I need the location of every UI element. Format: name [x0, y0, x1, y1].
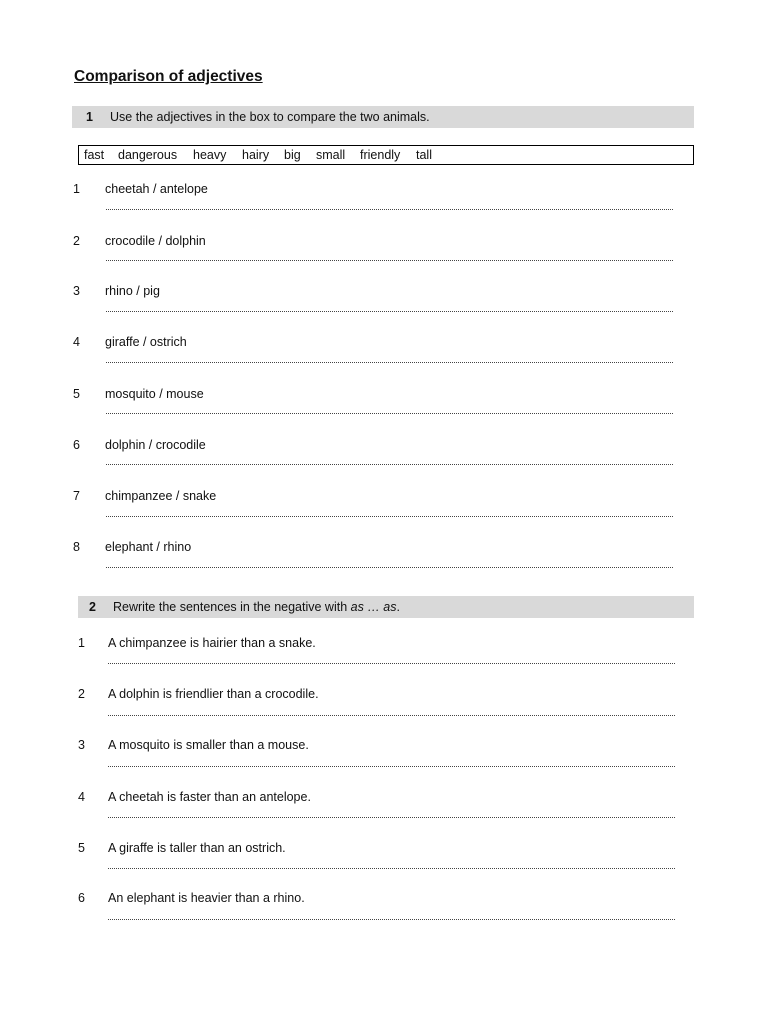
answer-line[interactable] — [106, 464, 673, 465]
item-number: 6 — [73, 438, 80, 452]
answer-line[interactable] — [108, 715, 675, 716]
exercise-2-header — [78, 596, 694, 618]
answer-line[interactable] — [106, 311, 673, 312]
item-text: A cheetah is faster than an antelope. — [108, 790, 311, 804]
item-number: 2 — [73, 234, 80, 248]
item-number: 6 — [78, 891, 85, 905]
answer-line[interactable] — [106, 516, 673, 517]
page-title: Comparison of adjectives — [74, 68, 263, 85]
item-text: A giraffe is taller than an ostrich. — [108, 841, 286, 855]
item-text: cheetah / antelope — [105, 182, 208, 196]
answer-line[interactable] — [106, 260, 673, 261]
item-text: chimpanzee / snake — [105, 489, 217, 503]
word-box-item: fast — [84, 148, 105, 162]
item-number: 1 — [78, 636, 85, 650]
answer-line[interactable] — [108, 766, 675, 767]
item-text: An elephant is heavier than a rhino. — [108, 891, 305, 905]
word-box-item: heavy — [193, 148, 227, 162]
item-number: 7 — [73, 489, 80, 503]
word-box-item: tall — [416, 148, 432, 162]
item-text: A chimpanzee is hairier than a snake. — [108, 636, 316, 650]
word-box-item: big — [284, 148, 301, 162]
item-number: 5 — [78, 841, 85, 855]
exercise-2-number: 2 — [89, 600, 96, 614]
answer-line[interactable] — [106, 209, 673, 210]
word-box-item: friendly — [360, 148, 401, 162]
item-text: rhino / pig — [105, 284, 160, 298]
exercise-1-number: 1 — [86, 110, 93, 124]
word-box-item: hairy — [242, 148, 270, 162]
item-number: 2 — [78, 687, 85, 701]
answer-line[interactable] — [108, 868, 675, 869]
word-box-item: dangerous — [118, 148, 178, 162]
answer-line[interactable] — [108, 919, 675, 920]
item-text: mosquito / mouse — [105, 387, 204, 401]
answer-line[interactable] — [106, 567, 673, 568]
exercise-2-instruction — [113, 600, 400, 614]
answer-line[interactable] — [106, 362, 673, 363]
item-text: A mosquito is smaller than a mouse. — [108, 738, 309, 752]
item-number: 5 — [73, 387, 80, 401]
item-number: 4 — [78, 790, 85, 804]
answer-line[interactable] — [108, 817, 675, 818]
exercise-1-instruction: Use the adjectives in the box to compare the two animals. — [110, 110, 430, 124]
word-box-item: small — [316, 148, 346, 162]
word-box — [78, 145, 694, 165]
exercise-1-header — [72, 106, 694, 128]
item-number: 3 — [73, 284, 80, 298]
item-number: 4 — [73, 335, 80, 349]
item-number: 3 — [78, 738, 85, 752]
item-text: dolphin / crocodile — [105, 438, 206, 452]
item-number: 1 — [73, 182, 80, 196]
instruction-italic: as … as — [350, 600, 397, 614]
item-text: elephant / rhino — [105, 540, 192, 554]
item-text: A dolphin is friendlier than a crocodile. — [108, 687, 319, 701]
answer-line[interactable] — [108, 663, 675, 664]
instruction-end: . — [396, 600, 400, 614]
answer-line[interactable] — [106, 413, 673, 414]
item-text: crocodile / dolphin — [105, 234, 206, 248]
item-number: 8 — [73, 540, 80, 554]
item-text: giraffe / ostrich — [105, 335, 187, 349]
instruction-text: Rewrite the sentences in the negative with — [113, 600, 351, 614]
